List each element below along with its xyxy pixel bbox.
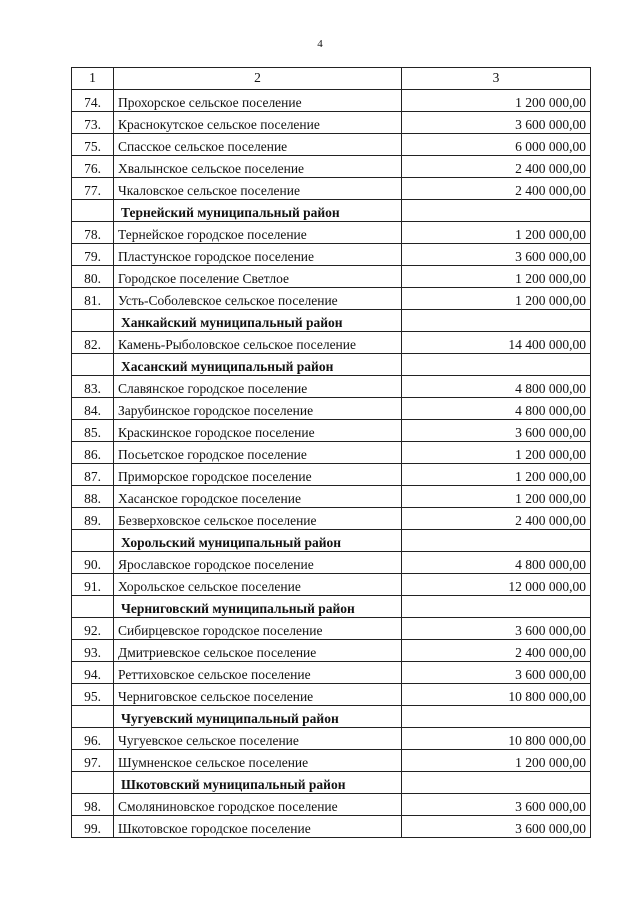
table-row [72, 398, 591, 420]
row-number: 94. [72, 662, 114, 684]
table-row [72, 288, 591, 310]
district-section-row [72, 530, 591, 552]
row-number: 75. [72, 134, 114, 156]
amount: 10 800 000,00 [402, 728, 591, 750]
amount: 1 200 000,00 [402, 486, 591, 508]
amount: 1 200 000,00 [402, 442, 591, 464]
row-number: 95. [72, 684, 114, 706]
amount: 1 200 000,00 [402, 90, 591, 112]
district-name: Хасанский муниципальный район [114, 354, 402, 376]
row-number-empty [72, 200, 114, 222]
settlement-name: Хасанское городское поселение [114, 486, 402, 508]
header-col-2: 2 [114, 68, 402, 90]
table-row [72, 618, 591, 640]
amount: 3 600 000,00 [402, 112, 591, 134]
table-row [72, 134, 591, 156]
amount: 3 600 000,00 [402, 794, 591, 816]
district-name: Черниговский муниципальный район [114, 596, 402, 618]
table-row [72, 442, 591, 464]
row-number: 92. [72, 618, 114, 640]
settlement-name: Усть-Соболевское сельское поселение [114, 288, 402, 310]
district-section-row [72, 200, 591, 222]
table-row [72, 552, 591, 574]
amount: 3 600 000,00 [402, 662, 591, 684]
amount: 1 200 000,00 [402, 750, 591, 772]
table-body [72, 68, 591, 838]
amount-empty [402, 596, 591, 618]
settlement-name: Сибирцевское городское поселение [114, 618, 402, 640]
row-number: 93. [72, 640, 114, 662]
settlement-name: Ярославское городское поселение [114, 552, 402, 574]
amount-empty [402, 772, 591, 794]
table-row [72, 574, 591, 596]
table-row [72, 332, 591, 354]
settlement-name: Пластунское городское поселение [114, 244, 402, 266]
district-name: Ханкайский муниципальный район [114, 310, 402, 332]
settlement-name: Дмитриевское сельское поселение [114, 640, 402, 662]
amount-empty [402, 530, 591, 552]
table-row [72, 376, 591, 398]
amount: 2 400 000,00 [402, 508, 591, 530]
settlement-name: Смоляниновское городское поселение [114, 794, 402, 816]
row-number: 98. [72, 794, 114, 816]
table-row [72, 222, 591, 244]
row-number: 73. [72, 112, 114, 134]
district-name: Тернейский муниципальный район [114, 200, 402, 222]
table-row [72, 684, 591, 706]
row-number: 86. [72, 442, 114, 464]
amount: 3 600 000,00 [402, 618, 591, 640]
table-row [72, 662, 591, 684]
header-col-1: 1 [72, 68, 114, 90]
row-number: 90. [72, 552, 114, 574]
row-number: 88. [72, 486, 114, 508]
settlement-name: Чкаловское сельское поселение [114, 178, 402, 200]
amount: 14 400 000,00 [402, 332, 591, 354]
row-number: 78. [72, 222, 114, 244]
amount: 2 400 000,00 [402, 640, 591, 662]
table-row [72, 112, 591, 134]
row-number: 79. [72, 244, 114, 266]
settlement-name: Камень-Рыболовское сельское поселение [114, 332, 402, 354]
row-number: 81. [72, 288, 114, 310]
table-row [72, 90, 591, 112]
settlement-name: Спасское сельское поселение [114, 134, 402, 156]
row-number: 77. [72, 178, 114, 200]
settlement-name: Хорольское сельское поселение [114, 574, 402, 596]
allocation-table [71, 67, 591, 838]
table-header-row [72, 68, 591, 90]
settlement-name: Реттиховское сельское поселение [114, 662, 402, 684]
table-row [72, 640, 591, 662]
amount: 12 000 000,00 [402, 574, 591, 596]
district-section-row [72, 772, 591, 794]
amount: 4 800 000,00 [402, 398, 591, 420]
settlement-name: Тернейское городское поселение [114, 222, 402, 244]
amount: 1 200 000,00 [402, 288, 591, 310]
row-number-empty [72, 772, 114, 794]
settlement-name: Хвалынское сельское поселение [114, 156, 402, 178]
row-number: 87. [72, 464, 114, 486]
amount: 4 800 000,00 [402, 376, 591, 398]
settlement-name: Чугуевское сельское поселение [114, 728, 402, 750]
row-number: 89. [72, 508, 114, 530]
district-name: Шкотовский муниципальный район [114, 772, 402, 794]
district-name: Чугуевский муниципальный район [114, 706, 402, 728]
settlement-name: Приморское городское поселение [114, 464, 402, 486]
settlement-name: Краскинское городское поселение [114, 420, 402, 442]
district-section-row [72, 354, 591, 376]
settlement-name: Зарубинское городское поселение [114, 398, 402, 420]
amount: 4 800 000,00 [402, 552, 591, 574]
header-col-3: 3 [402, 68, 591, 90]
table-row [72, 750, 591, 772]
settlement-name: Безверховское сельское поселение [114, 508, 402, 530]
row-number: 96. [72, 728, 114, 750]
table-row [72, 794, 591, 816]
table-row [72, 244, 591, 266]
table-row [72, 816, 591, 838]
row-number: 76. [72, 156, 114, 178]
settlement-name: Шкотовское городское поселение [114, 816, 402, 838]
amount: 2 400 000,00 [402, 156, 591, 178]
page-number: 4 [317, 38, 323, 50]
amount: 3 600 000,00 [402, 420, 591, 442]
row-number: 80. [72, 266, 114, 288]
row-number: 97. [72, 750, 114, 772]
row-number-empty [72, 354, 114, 376]
settlement-name: Посьетское городское поселение [114, 442, 402, 464]
table-row [72, 728, 591, 750]
district-section-row [72, 706, 591, 728]
table-row [72, 464, 591, 486]
amount: 3 600 000,00 [402, 816, 591, 838]
district-name: Хорольский муниципальный район [114, 530, 402, 552]
row-number: 82. [72, 332, 114, 354]
amount: 2 400 000,00 [402, 178, 591, 200]
row-number-empty [72, 596, 114, 618]
table-row [72, 508, 591, 530]
row-number: 83. [72, 376, 114, 398]
settlement-name: Славянское городское поселение [114, 376, 402, 398]
district-section-row [72, 596, 591, 618]
row-number-empty [72, 706, 114, 728]
settlement-name: Черниговское сельское поселение [114, 684, 402, 706]
amount: 1 200 000,00 [402, 222, 591, 244]
row-number: 74. [72, 90, 114, 112]
table-row [72, 178, 591, 200]
row-number-empty [72, 310, 114, 332]
amount: 1 200 000,00 [402, 464, 591, 486]
settlement-name: Краснокутское сельское поселение [114, 112, 402, 134]
amount-empty [402, 354, 591, 376]
amount: 1 200 000,00 [402, 266, 591, 288]
amount: 3 600 000,00 [402, 244, 591, 266]
amount-empty [402, 310, 591, 332]
district-section-row [72, 310, 591, 332]
table-row [72, 420, 591, 442]
amount-empty [402, 200, 591, 222]
table-row [72, 156, 591, 178]
row-number: 84. [72, 398, 114, 420]
table-row [72, 486, 591, 508]
settlement-name: Шумненское сельское поселение [114, 750, 402, 772]
row-number: 99. [72, 816, 114, 838]
amount: 6 000 000,00 [402, 134, 591, 156]
settlement-name: Прохорское сельское поселение [114, 90, 402, 112]
row-number: 85. [72, 420, 114, 442]
row-number: 91. [72, 574, 114, 596]
table-row [72, 266, 591, 288]
amount: 10 800 000,00 [402, 684, 591, 706]
amount-empty [402, 706, 591, 728]
settlement-name: Городское поселение Светлое [114, 266, 402, 288]
row-number-empty [72, 530, 114, 552]
